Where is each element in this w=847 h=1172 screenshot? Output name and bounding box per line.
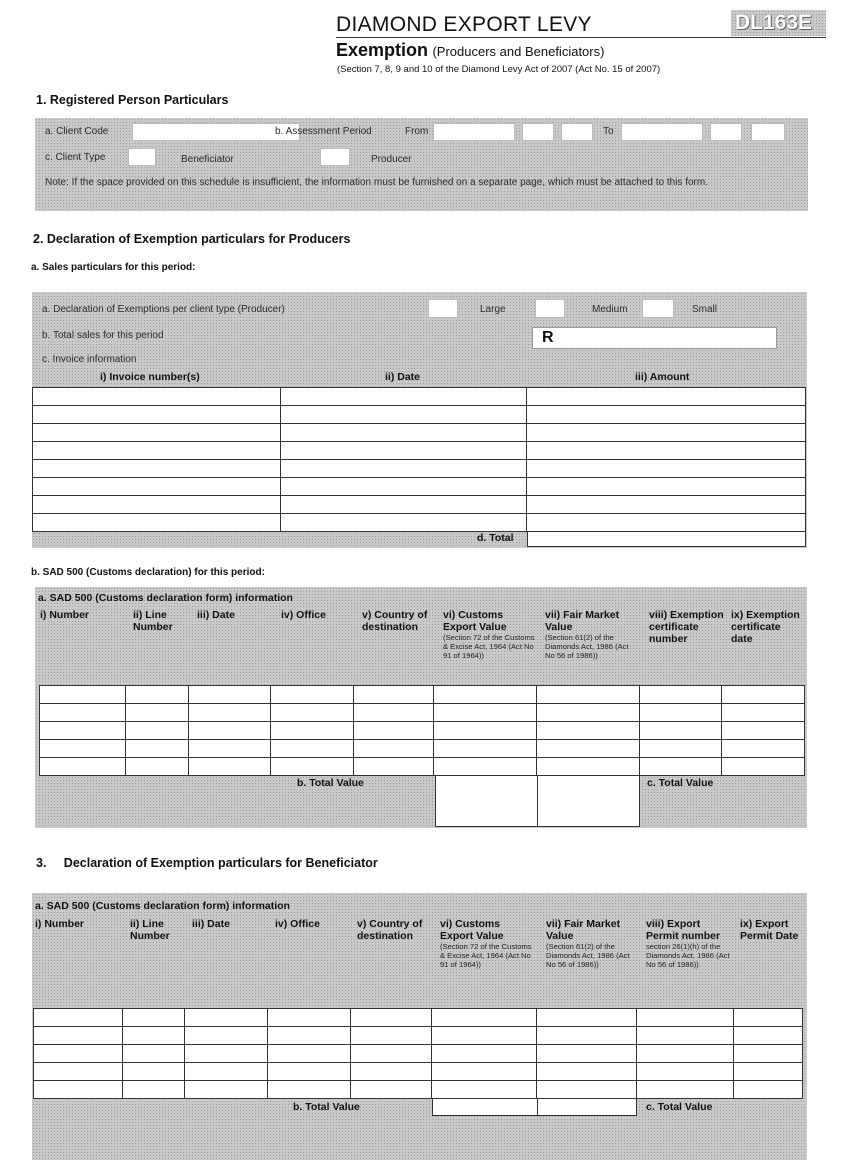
form-code-badge	[731, 10, 826, 36]
table-row	[34, 1027, 803, 1045]
form-subtitle	[336, 40, 604, 61]
beneficiator-label: Beneficiator	[181, 154, 234, 165]
cell[interactable]	[537, 686, 640, 704]
ben-col-office	[275, 918, 335, 930]
ben-col-customs-head: vi) Customs Export Value	[440, 918, 504, 942]
cell[interactable]	[270, 758, 353, 776]
cell[interactable]	[434, 740, 537, 758]
sad-col-country	[362, 609, 432, 633]
invoice-total-field[interactable]	[527, 531, 806, 547]
from-month-field[interactable]	[522, 123, 554, 141]
invoice-total-label: d. Total	[477, 532, 514, 544]
cell[interactable]	[40, 704, 126, 722]
invoice-date-cell[interactable]	[280, 460, 527, 478]
sad-col-office-head: iv) Office	[281, 609, 326, 621]
ben-col-date-head: iii) Date	[192, 918, 230, 930]
cell[interactable]	[125, 758, 188, 776]
invoice-number-cell[interactable]	[33, 514, 281, 532]
large-label: Large	[480, 304, 506, 315]
from-label: From	[405, 126, 429, 137]
cell[interactable]	[734, 1063, 803, 1081]
cell[interactable]	[34, 1009, 123, 1027]
to-day-field[interactable]	[751, 123, 785, 141]
invoice-info-label: c. Invoice information	[42, 354, 137, 365]
table-row	[40, 704, 805, 722]
cell[interactable]	[188, 722, 270, 740]
ben-sad-info-label: a. SAD 500 (Customs declaration form) information	[35, 900, 290, 912]
ben-col-customs	[440, 918, 534, 969]
cell[interactable]	[188, 740, 270, 758]
invoice-date-cell[interactable]	[280, 424, 527, 442]
ben-col-permit-date	[740, 918, 802, 942]
sales-particulars-heading: a. Sales particulars for this period:	[31, 262, 196, 273]
title-underline	[336, 37, 826, 38]
cell[interactable]	[537, 1009, 637, 1027]
producer-label: Producer	[371, 154, 412, 165]
ben-col-fair	[546, 918, 634, 969]
ben-col-permit-number-sub: section 26(1)(h) of the Diamonds Act, 1986 (Act No 56 of 1986))	[646, 942, 730, 969]
cell[interactable]	[434, 758, 537, 776]
invoice-date-cell[interactable]	[280, 496, 527, 514]
client-code-label: a. Client Code	[45, 126, 109, 137]
cell[interactable]	[640, 704, 722, 722]
producer-total-customs-field[interactable]	[435, 775, 538, 827]
cell[interactable]	[350, 1027, 432, 1045]
sad-col-customs-sub: (Section 72 of the Customs & Excise Act, 1964 (Act No 91 of 1964))	[443, 633, 535, 660]
ben-col-fair-head: vii) Fair Market Value	[546, 918, 621, 942]
table-row	[34, 1081, 803, 1099]
cell[interactable]	[350, 1063, 432, 1081]
sad-info-label: a. SAD 500 (Customs declaration form) information	[38, 592, 293, 604]
sad-panel-producers	[35, 587, 807, 828]
cell[interactable]	[188, 704, 270, 722]
sad-col-country-head: v) Country of destination	[362, 609, 428, 633]
subtitle-bold: Exemption	[336, 40, 429, 60]
invoice-date-cell[interactable]	[280, 388, 527, 406]
table-row	[34, 1009, 803, 1027]
section3-heading: 3. Declaration of Exemption particulars for Beneficiator	[36, 856, 378, 870]
sales-panel	[32, 292, 807, 548]
to-month-field[interactable]	[710, 123, 742, 141]
ben-col-permit-number-head: viii) Export Permit number	[646, 918, 721, 942]
cell[interactable]	[734, 1045, 803, 1063]
invoice-amount-cell[interactable]	[527, 442, 806, 460]
invoice-amount-cell[interactable]	[527, 514, 806, 532]
producer-total-value-c-label: c. Total Value	[647, 777, 714, 789]
legal-reference: (Section 7, 8, 9 and 10 of the Diamond Levy Act of 2007 (Act No. 15 of 2007)	[337, 64, 661, 75]
cell[interactable]	[40, 722, 126, 740]
sad-col-cert-date-head: ix) Exemption certificate date	[731, 609, 800, 645]
invoice-number-cell[interactable]	[33, 424, 281, 442]
currency-prefix: R	[542, 329, 554, 346]
ben-col-fair-sub: (Section 61(2) of the Diamonds Act, 1986 (Act No 56 of 1986))	[546, 942, 630, 969]
cell[interactable]	[722, 686, 805, 704]
assessment-period-label: b. Assessment Period	[275, 126, 372, 137]
ben-col-country-head: v) Country of destination	[357, 918, 423, 942]
sad-col-fair-sub: (Section 61(2) of the Diamonds Act, 1986 (Act No 56 of 1986))	[545, 633, 629, 660]
cell[interactable]	[734, 1081, 803, 1099]
cell[interactable]	[267, 1063, 350, 1081]
cell[interactable]	[267, 1009, 350, 1027]
cell[interactable]	[353, 758, 434, 776]
cell[interactable]	[270, 722, 353, 740]
ben-col-permit-date-head: ix) Export Permit Date	[740, 918, 799, 942]
cell[interactable]	[537, 1063, 637, 1081]
sad-table-producers	[39, 685, 805, 776]
ben-total-value-b-label: b. Total Value	[293, 1101, 360, 1113]
cell[interactable]	[637, 1027, 734, 1045]
cell[interactable]	[432, 1045, 537, 1063]
total-sales-field[interactable]	[532, 327, 777, 349]
sad-col-customs-head: vi) Customs Export Value	[443, 609, 507, 633]
invoice-amount-cell[interactable]	[527, 424, 806, 442]
table-row	[34, 1045, 803, 1063]
table-row	[33, 460, 806, 478]
cell[interactable]	[184, 1063, 267, 1081]
ben-col-office-head: iv) Office	[275, 918, 320, 930]
cell[interactable]	[637, 1081, 734, 1099]
cell[interactable]	[640, 758, 722, 776]
sad-col-number-head: i) Number	[40, 609, 90, 621]
sad-col-line	[133, 609, 188, 633]
cell[interactable]	[637, 1063, 734, 1081]
cell[interactable]	[122, 1063, 184, 1081]
cell[interactable]	[188, 758, 270, 776]
cell[interactable]	[267, 1045, 350, 1063]
cell[interactable]	[40, 758, 126, 776]
sad-col-office	[281, 609, 341, 621]
ben-col-number-head: i) Number	[35, 918, 85, 930]
table-row	[33, 478, 806, 496]
cell[interactable]	[34, 1081, 123, 1099]
cell[interactable]	[353, 686, 434, 704]
cell[interactable]	[184, 1009, 267, 1027]
table-row	[40, 758, 805, 776]
ben-total-fair-field[interactable]	[537, 1098, 637, 1116]
ben-col-customs-sub: (Section 72 of the Customs & Excise Act, 1964 (Act No 91 of 1964))	[440, 942, 532, 969]
ben-col-line-head: ii) Line Number	[130, 918, 170, 942]
cell[interactable]	[537, 758, 640, 776]
table-row	[40, 722, 805, 740]
invoice-number-cell[interactable]	[33, 496, 281, 514]
sad-table-beneficiator	[33, 1008, 803, 1099]
table-row	[33, 388, 806, 406]
cell[interactable]	[122, 1081, 184, 1099]
subtitle-rest: (Producers and Beneficiators)	[432, 44, 605, 59]
cell[interactable]	[537, 704, 640, 722]
cell[interactable]	[40, 686, 126, 704]
ben-col-permit-number	[646, 918, 734, 969]
ben-total-value-c-label: c. Total Value	[646, 1101, 713, 1113]
invoice-col-amount: iii) Amount	[635, 371, 690, 383]
cell[interactable]	[350, 1045, 432, 1063]
sad-col-cert-number-head: viii) Exemption certificate number	[649, 609, 724, 645]
medium-checkbox[interactable]	[535, 299, 565, 318]
cell[interactable]	[432, 1081, 537, 1099]
invoice-col-number: i) Invoice number(s)	[100, 371, 200, 383]
to-year-field[interactable]	[621, 123, 703, 141]
cell[interactable]	[267, 1027, 350, 1045]
cell[interactable]	[122, 1009, 184, 1027]
from-day-field[interactable]	[561, 123, 593, 141]
invoice-number-cell[interactable]	[33, 406, 281, 424]
cell[interactable]	[537, 722, 640, 740]
producer-total-value-b-label: b. Total Value	[297, 777, 364, 789]
table-row	[40, 686, 805, 704]
registered-person-panel	[35, 118, 808, 211]
invoice-amount-cell[interactable]	[527, 388, 806, 406]
cell[interactable]	[188, 686, 270, 704]
cell[interactable]	[184, 1045, 267, 1063]
cell[interactable]	[722, 740, 805, 758]
cell[interactable]	[432, 1063, 537, 1081]
invoice-date-cell[interactable]	[280, 406, 527, 424]
beneficiator-checkbox[interactable]	[128, 148, 156, 166]
cell[interactable]	[353, 722, 434, 740]
section1-heading: 1. Registered Person Particulars	[36, 93, 229, 107]
cell[interactable]	[722, 758, 805, 776]
invoice-number-cell[interactable]	[33, 388, 281, 406]
cell[interactable]	[537, 1027, 637, 1045]
form-title: DIAMOND EXPORT LEVY	[336, 13, 592, 36]
large-checkbox[interactable]	[428, 299, 458, 318]
table-row	[33, 496, 806, 514]
cell[interactable]	[34, 1063, 123, 1081]
invoice-amount-cell[interactable]	[527, 406, 806, 424]
cell[interactable]	[353, 740, 434, 758]
invoice-number-cell[interactable]	[33, 442, 281, 460]
sad-header-row	[35, 609, 807, 684]
form-code: DL163E	[735, 11, 813, 34]
sad-col-date	[197, 609, 257, 621]
cell[interactable]	[184, 1027, 267, 1045]
cell[interactable]	[434, 686, 537, 704]
invoice-date-cell[interactable]	[280, 478, 527, 496]
table-row	[33, 406, 806, 424]
cell[interactable]	[270, 704, 353, 722]
cell[interactable]	[537, 1045, 637, 1063]
cell[interactable]	[637, 1045, 734, 1063]
note-text: Note: If the space provided on this schedule is insufficient, the information must be furnished on a separate page, which must be attached to this form.	[45, 177, 708, 188]
cell[interactable]	[34, 1045, 123, 1063]
cell[interactable]	[125, 740, 188, 758]
cell[interactable]	[537, 1081, 637, 1099]
cell[interactable]	[125, 704, 188, 722]
ben-sad-header-row	[32, 918, 807, 1006]
cell[interactable]	[125, 686, 188, 704]
invoice-amount-cell[interactable]	[527, 496, 806, 514]
table-row	[33, 514, 806, 532]
cell[interactable]	[640, 686, 722, 704]
ben-col-date	[192, 918, 252, 930]
from-year-field[interactable]	[433, 123, 515, 141]
table-row	[34, 1063, 803, 1081]
cell[interactable]	[637, 1009, 734, 1027]
invoice-number-cell[interactable]	[33, 460, 281, 478]
invoice-table	[32, 387, 806, 532]
total-sales-label: b. Total sales for this period	[42, 330, 164, 341]
cell[interactable]	[125, 722, 188, 740]
cell[interactable]	[434, 722, 537, 740]
ben-col-country	[357, 918, 429, 942]
section2-heading: 2. Declaration of Exemption particulars for Producers	[33, 232, 351, 246]
sad-col-date-head: iii) Date	[197, 609, 235, 621]
cell[interactable]	[432, 1009, 537, 1027]
cell[interactable]	[353, 704, 434, 722]
small-checkbox[interactable]	[642, 299, 674, 318]
cell[interactable]	[184, 1081, 267, 1099]
sad-heading: b. SAD 500 (Customs declaration) for this period:	[31, 567, 265, 578]
cell[interactable]	[734, 1009, 803, 1027]
ben-col-number	[35, 918, 115, 930]
producer-total-fair-field[interactable]	[537, 775, 640, 827]
medium-label: Medium	[592, 304, 628, 315]
invoice-amount-cell[interactable]	[527, 460, 806, 478]
declaration-label: a. Declaration of Exemptions per client type (Producer)	[42, 304, 285, 315]
sad-col-number	[40, 609, 120, 621]
to-label: To	[603, 126, 614, 137]
cell[interactable]	[537, 740, 640, 758]
cell[interactable]	[432, 1027, 537, 1045]
cell[interactable]	[734, 1027, 803, 1045]
sad-col-customs	[443, 609, 535, 660]
cell[interactable]	[40, 740, 126, 758]
cell[interactable]	[640, 722, 722, 740]
sad-col-fair	[545, 609, 633, 660]
invoice-amount-cell[interactable]	[527, 478, 806, 496]
sad-col-cert-number	[649, 609, 727, 645]
cell[interactable]	[722, 704, 805, 722]
cell[interactable]	[270, 686, 353, 704]
invoice-number-cell[interactable]	[33, 478, 281, 496]
table-row	[40, 740, 805, 758]
small-label: Small	[692, 304, 718, 315]
sad-col-fair-head: vii) Fair Market Value	[545, 609, 620, 633]
ben-total-customs-field[interactable]	[432, 1098, 538, 1116]
sad-col-line-head: ii) Line Number	[133, 609, 173, 633]
ben-col-line	[130, 918, 185, 942]
cell[interactable]	[640, 740, 722, 758]
cell[interactable]	[350, 1081, 432, 1099]
cell[interactable]	[722, 722, 805, 740]
invoice-date-cell[interactable]	[280, 442, 527, 460]
sad-panel-beneficiator	[32, 893, 807, 1160]
cell[interactable]	[122, 1045, 184, 1063]
cell[interactable]	[267, 1081, 350, 1099]
cell[interactable]	[270, 740, 353, 758]
cell[interactable]	[122, 1027, 184, 1045]
client-type-label: c. Client Type	[45, 152, 106, 163]
cell[interactable]	[350, 1009, 432, 1027]
invoice-col-date: ii) Date	[385, 371, 421, 383]
producer-checkbox[interactable]	[320, 148, 350, 166]
table-row	[33, 424, 806, 442]
invoice-date-cell[interactable]	[280, 514, 527, 532]
sad-col-cert-date	[731, 609, 805, 645]
cell[interactable]	[34, 1027, 123, 1045]
cell[interactable]	[434, 704, 537, 722]
table-row	[33, 442, 806, 460]
